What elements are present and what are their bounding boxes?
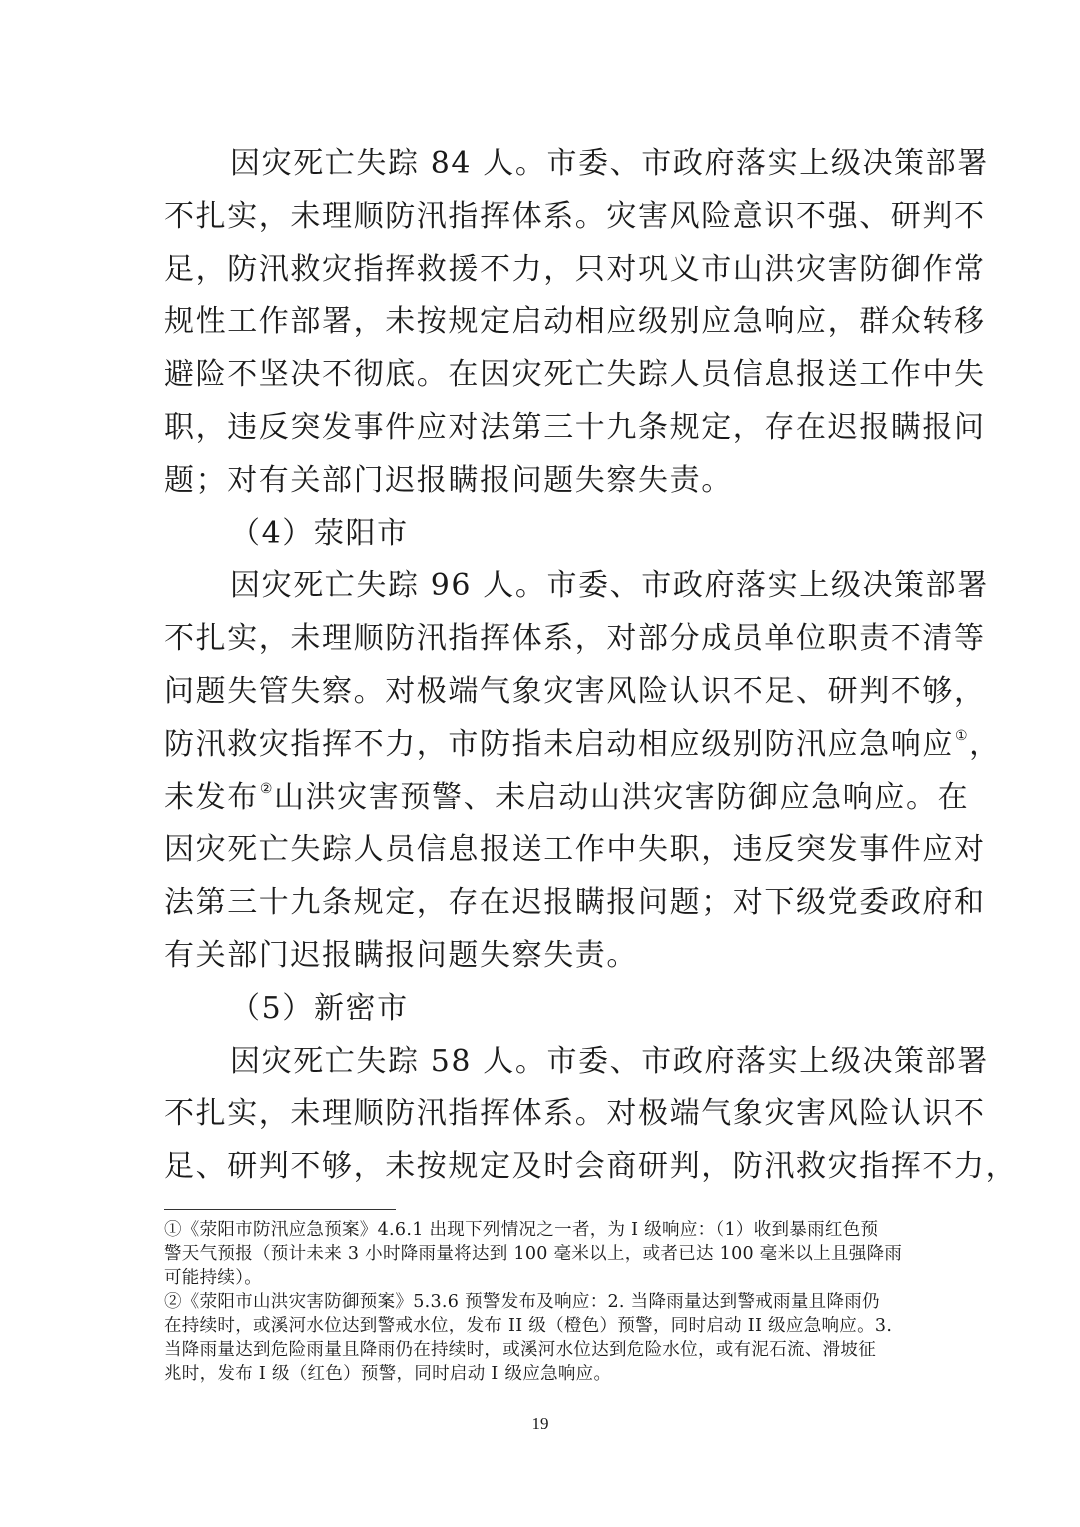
line-text: 不扎实，未理顺防汛指挥体系。对极端气象灾害风险认识不 [164, 1096, 986, 1132]
line-text: 因灾死亡失踪人员信息报送工作中失职，违反突发事件应对 [164, 832, 986, 868]
line-text: 足，防汛救灾指挥救援不力，只对巩义市山洪灾害防御作常 [164, 251, 986, 287]
line-text: 规性工作部署，未按规定启动相应级别应急响应，群众转移 [164, 304, 986, 340]
footnote-divider [164, 1209, 396, 1210]
paragraph-line [164, 455, 916, 508]
footnote-line: 兆时，发布 I 级（红色）预警，同时启动 I 级应急响应。 [164, 1364, 612, 1384]
line-text: 职，违反突发事件应对法第三十九条规定，存在迟报瞒报问 [164, 409, 986, 445]
paragraph-line [164, 1088, 986, 1141]
paragraph-line [164, 666, 986, 719]
paragraph-line [164, 1036, 989, 1089]
line-text: 因灾死亡失踪 84 人。市委、市政府落实上级决策部署 [230, 146, 989, 181]
paragraph-line [164, 191, 986, 244]
footnote-line: 可能持续）。 [164, 1268, 263, 1288]
footnotes [164, 1218, 916, 1386]
paragraph-line [164, 613, 986, 666]
paragraph-line [164, 349, 986, 402]
paragraph-line [164, 824, 986, 877]
page-number: 19 [531, 1414, 549, 1433]
line-text: 因灾死亡失踪 96 人。市委、市政府落实上级决策部署 [230, 568, 989, 604]
line-text: 题；对有关部门迟报瞒报问题失察失责。 [164, 462, 733, 498]
footnote-reference: ② [259, 780, 274, 797]
line-text: 因灾死亡失踪 58 人。市委、市政府落实上级决策部署 [230, 1043, 989, 1079]
footnote-line: 当降雨量达到危险雨量且降雨仍在持续时，或溪河水位达到危险水位，或有泥石流、滑坡征 [164, 1340, 876, 1360]
paragraph-line [164, 560, 989, 613]
paragraph-line [164, 508, 916, 561]
paragraph-line [164, 1141, 1018, 1194]
line-text: 未发布 [164, 779, 259, 815]
paragraph-line [164, 983, 916, 1036]
paragraph-line [164, 402, 986, 455]
line-text: 足、研判不够，未按规定及时会商研判，防汛救灾指挥不力， [164, 1149, 1018, 1185]
paragraph-line [164, 296, 986, 349]
body-text [164, 138, 1018, 1194]
paragraph-line [164, 877, 986, 930]
line-text: 防汛救灾指挥不力，市防指未启动相应级别防汛应急响应 [164, 726, 954, 762]
line-text: 法第三十九条规定，存在迟报瞒报问题；对下级党委政府和 [164, 885, 986, 921]
line-text-continued: 山洪灾害预警、未启动山洪灾害防御应急响应。在 [273, 779, 970, 815]
footnote-line: ①《荥阳市防汛应急预案》4.6.1 出现下列情况之一者，为 I 级响应：（1）收到暴雨红色预 [164, 1220, 879, 1240]
paragraph-line [164, 244, 986, 297]
paragraph-line [164, 719, 1001, 772]
paragraph-line [164, 930, 916, 983]
footnote-line: 在持续时，或溪河水位达到警戒水位，发布 II 级（橙色）预警，同时启动 II 级应急响应。3. [164, 1316, 893, 1336]
footnote-line: 警天气预报（预计未来 3 小时降雨量将达到 100 毫米以上，或者已达 100 毫米以上且强降雨 [164, 1244, 903, 1264]
line-text-continued: ， [969, 726, 1001, 762]
line-text: 不扎实，未理顺防汛指挥体系，对部分成员单位职责不清等 [164, 621, 986, 657]
footnote-line: ②《荥阳市山洪灾害防御预案》5.3.6 预警发布及响应：2. 当降雨量达到警戒雨量且降雨仍 [164, 1292, 880, 1312]
line-text: 不扎实，未理顺防汛指挥体系。灾害风险意识不强、研判不 [164, 198, 986, 234]
line-text: （5）新密市 [230, 990, 409, 1026]
line-text: 有关部门迟报瞒报问题失察失责。 [164, 937, 638, 973]
line-text: 问题失管失察。对极端气象灾害风险认识不足、研判不够， [164, 673, 986, 709]
paragraph-line [164, 772, 970, 825]
paragraph-line [164, 138, 989, 191]
footnote-reference: ① [955, 727, 970, 744]
line-text: （4）荥阳市 [230, 515, 409, 551]
line-text: 避险不坚决不彻底。在因灾死亡失踪人员信息报送工作中失 [164, 357, 986, 393]
